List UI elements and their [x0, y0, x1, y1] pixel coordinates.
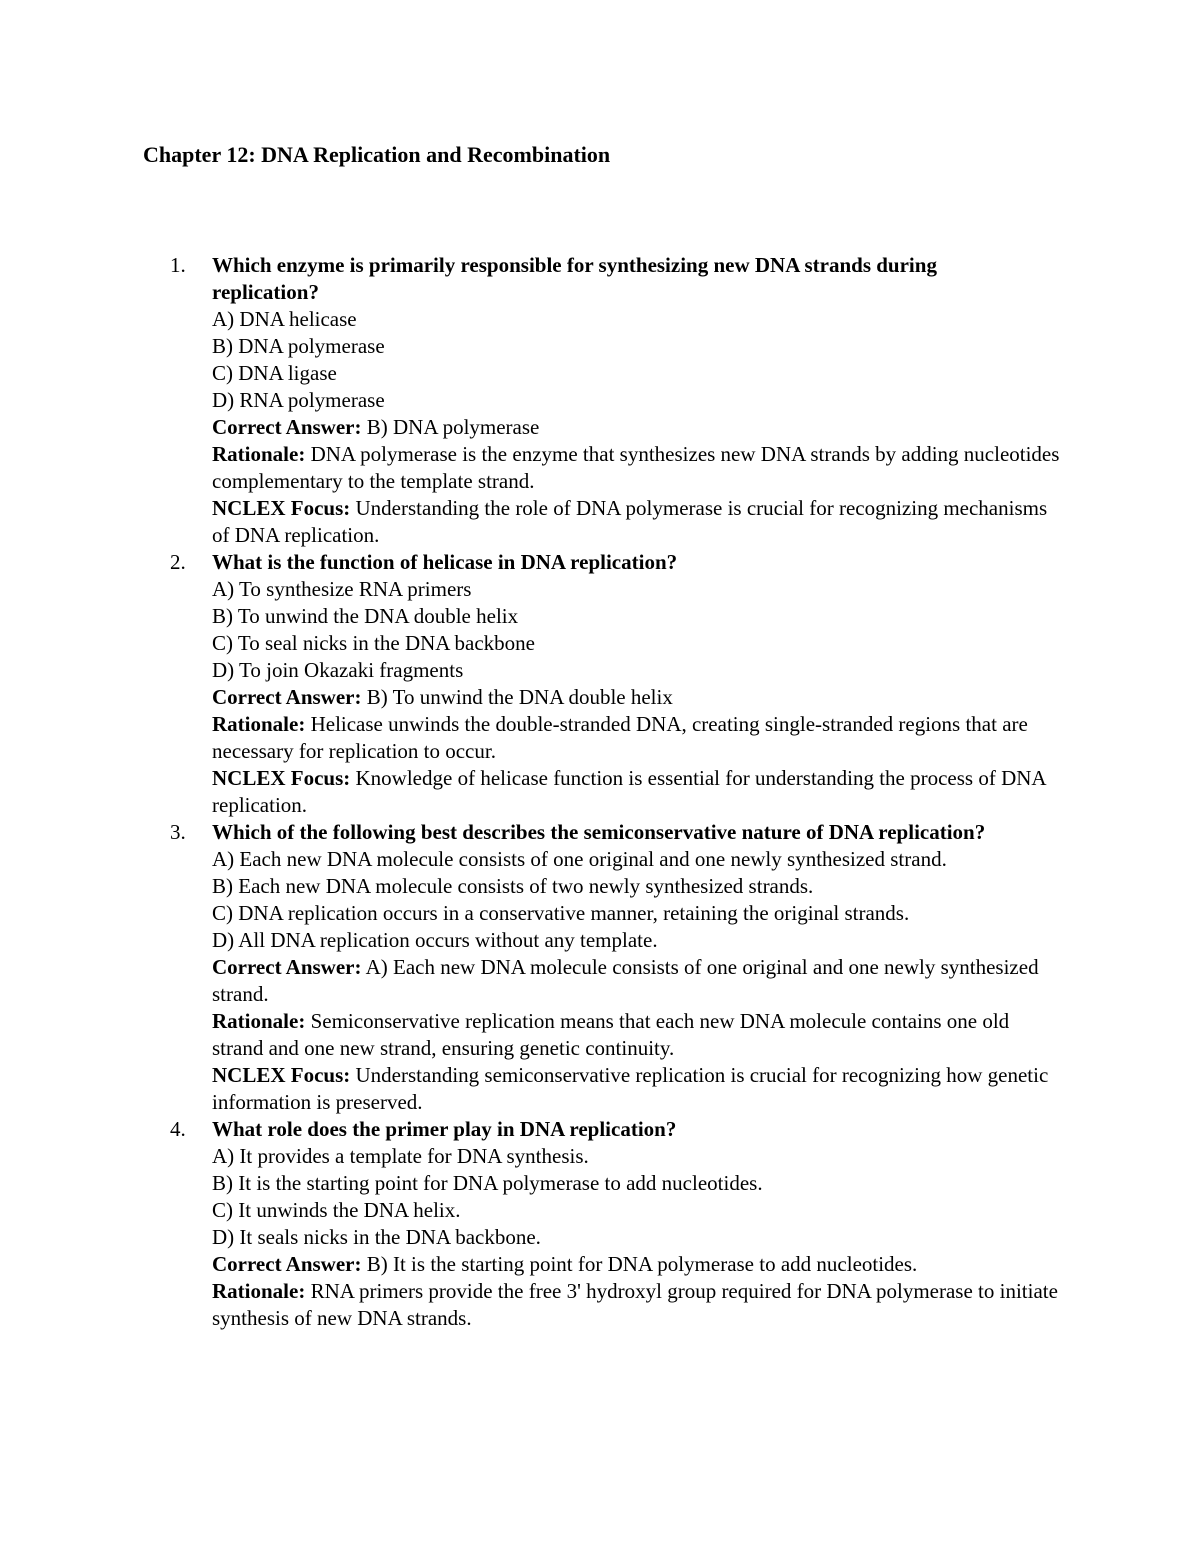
- nclex-focus-label: NCLEX Focus:: [212, 496, 351, 520]
- correct-answer-row: [212, 414, 1060, 441]
- answer-option: D) It seals nicks in the DNA backbone.: [212, 1225, 541, 1249]
- answer-option: B) It is the starting point for DNA polymerase to add nucleotides.: [212, 1171, 763, 1195]
- rationale-text: DNA polymerase is the enzyme that synthesizes new DNA strands by adding nucleotides complementary to the template strand.: [212, 442, 1060, 493]
- rationale-text: RNA primers provide the free 3' hydroxyl group required for DNA polymerase to initiate synthesis of new DNA strands.: [212, 1279, 1058, 1330]
- question-text: Which enzyme is primarily responsible for synthesizing new DNA strands during replication?: [212, 253, 937, 304]
- question-text: What role does the primer play in DNA replication?: [212, 1117, 677, 1141]
- question-text: What is the function of helicase in DNA replication?: [212, 550, 678, 574]
- answer-option: C) To seal nicks in the DNA backbone: [212, 631, 535, 655]
- answer-option: B) To unwind the DNA double helix: [212, 604, 519, 628]
- answer-option: D) All DNA replication occurs without any template.: [212, 928, 658, 952]
- correct-answer-label: Correct Answer:: [212, 415, 362, 439]
- question-number: 3.: [170, 820, 186, 844]
- correct-answer-row: [212, 954, 1060, 1008]
- rationale-row: [212, 1008, 1060, 1062]
- rationale-label: Rationale:: [212, 1279, 306, 1303]
- correct-answer-value: B) To unwind the DNA double helix: [366, 685, 673, 709]
- correct-answer-row: [212, 1251, 1060, 1278]
- correct-answer-row: [212, 684, 1060, 711]
- answer-option: C) It unwinds the DNA helix.: [212, 1198, 461, 1222]
- answer-option: A) Each new DNA molecule consists of one original and one newly synthesized strand.: [212, 847, 947, 871]
- rationale-row: [212, 441, 1060, 495]
- answer-option: C) DNA ligase: [212, 361, 337, 385]
- question-text: Which of the following best describes the semiconservative nature of DNA replication?: [212, 820, 986, 844]
- nclex-focus-row: [212, 765, 1060, 819]
- nclex-focus-label: NCLEX Focus:: [212, 1063, 351, 1087]
- nclex-focus-row: [212, 1062, 1060, 1116]
- rationale-label: Rationale:: [212, 1009, 306, 1033]
- answer-option: D) RNA polymerase: [212, 388, 385, 412]
- correct-answer-value: B) It is the starting point for DNA polymerase to add nucleotides.: [366, 1252, 918, 1276]
- correct-answer-value: B) DNA polymerase: [366, 415, 540, 439]
- answer-option: A) DNA helicase: [212, 307, 357, 331]
- nclex-focus-label: NCLEX Focus:: [212, 766, 351, 790]
- question-item: [0, 819, 1200, 1116]
- nclex-focus-text: Understanding semiconservative replication is crucial for recognizing how genetic information is preserved.: [212, 1063, 1049, 1114]
- rationale-row: [212, 711, 1060, 765]
- question-number: 1.: [170, 253, 186, 277]
- nclex-focus-row: [212, 495, 1060, 549]
- rationale-row: [212, 1278, 1060, 1332]
- nclex-focus-text: Understanding the role of DNA polymerase is crucial for recognizing mechanisms of DNA replication.: [212, 496, 1048, 547]
- question-list: [0, 252, 1200, 1332]
- nclex-focus-text: Knowledge of helicase function is essential for understanding the process of DNA replication.: [212, 766, 1046, 817]
- answer-option: B) DNA polymerase: [212, 334, 385, 358]
- correct-answer-label: Correct Answer:: [212, 955, 362, 979]
- correct-answer-value: A) Each new DNA molecule consists of one original and one newly synthesized strand.: [212, 955, 1039, 1006]
- correct-answer-label: Correct Answer:: [212, 685, 362, 709]
- rationale-text: Semiconservative replication means that each new DNA molecule contains one old strand and one new strand, ensuring genetic continuity.: [212, 1009, 1010, 1060]
- question-item: [0, 252, 1200, 549]
- rationale-label: Rationale:: [212, 442, 306, 466]
- answer-option: D) To join Okazaki fragments: [212, 658, 464, 682]
- answer-option: C) DNA replication occurs in a conservative manner, retaining the original strands.: [212, 901, 910, 925]
- rationale-text: Helicase unwinds the double-stranded DNA, creating single-stranded regions that are necessary for replication to occur.: [212, 712, 1028, 763]
- answer-option: A) It provides a template for DNA synthesis.: [212, 1144, 589, 1168]
- rationale-label: Rationale:: [212, 712, 306, 736]
- correct-answer-label: Correct Answer:: [212, 1252, 362, 1276]
- question-number: 4.: [170, 1117, 186, 1141]
- question-item: [0, 549, 1200, 819]
- answer-option: B) Each new DNA molecule consists of two newly synthesized strands.: [212, 874, 814, 898]
- answer-option: A) To synthesize RNA primers: [212, 577, 472, 601]
- question-number: 2.: [170, 550, 186, 574]
- page-title: Chapter 12: DNA Replication and Recombination: [143, 142, 611, 167]
- question-item: [0, 1116, 1200, 1332]
